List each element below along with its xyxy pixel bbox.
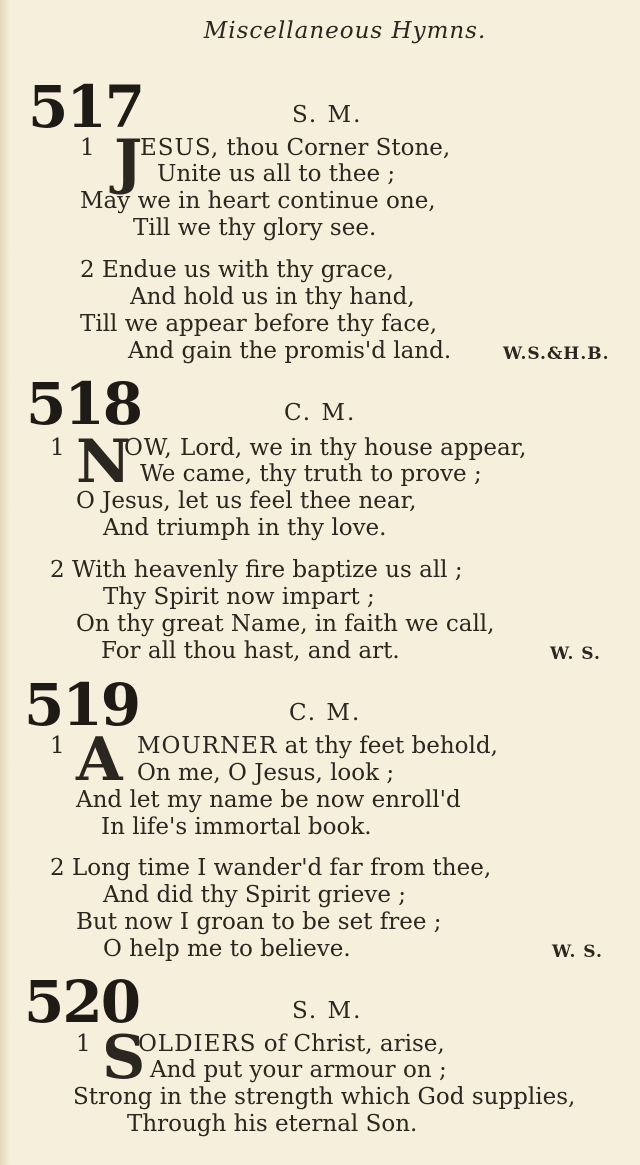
author-attribution: W. S. [552,942,603,962]
verse-first-line [50,559,463,582]
verse-line: May we in heart continue one, [80,188,436,214]
hymn-number: 519 [24,671,140,739]
verse-line: Unite us all to thee ; [157,161,396,187]
verse-number: 2 [50,855,65,881]
verse-line: In life's immortal book. [101,814,372,840]
verse-line: For all thou hast, and art. [101,638,400,664]
verse-line: And hold us in thy hand, [130,284,415,310]
first-line-rest: Lord, we in thy house appear, [172,435,527,461]
verse-line: Long time I wander'd far from thee, [71,855,492,881]
verse-number: 1 [50,435,65,461]
verse-number: 2 [50,557,65,583]
verse-line: We came, thy truth to prove ; [140,461,482,487]
verse-line: And let my name be now enroll'd [76,787,461,813]
verse-line: On thy great Name, in faith we call, [76,611,495,637]
drop-cap: S [102,1023,146,1093]
author-attribution: W. S. [550,644,601,664]
page-gutter [0,0,10,1165]
verse-line: Thy Spirit now impart ; [103,584,375,610]
first-line-rest: at thy feet behold, [277,733,498,759]
verse-line: With heavenly fire baptize us all ; [71,557,463,583]
first-word-caps: OLDIERS [137,1031,257,1057]
verse-line: Through his eternal Son. [127,1111,418,1137]
hymn-meter: S. M. [292,998,363,1024]
hymn-number: 520 [24,968,140,1036]
hymn-number: 518 [26,370,142,438]
drop-cap: J [114,127,143,197]
first-word-caps: MOURNER [136,733,278,759]
verse-line: Strong in the strength which God supplies, [73,1084,576,1110]
hymn-meter: S. M. [292,102,363,128]
first-word-caps: ESUS, [139,135,220,161]
verse-line: Endue us with thy grace, [101,257,394,283]
verse-line: But now I groan to be set free ; [76,909,442,935]
hymn-meter: C. M. [289,700,362,726]
first-word-caps: OW, [123,435,173,461]
verse-line: And gain the promis'd land. [128,338,452,364]
running-head: Miscellaneous Hymns. [203,18,487,44]
verse-number: 1 [50,733,65,759]
verse-line: O Jesus, let us feel thee near, [76,488,417,514]
hymn-number: 517 [28,73,144,141]
author-attribution: W.S.&H.B. [503,344,610,364]
hymn-meter: C. M. [284,400,357,426]
verse-number: 2 [80,257,95,283]
verse-line: On me, O Jesus, look ; [137,760,395,786]
verse-line: O help me to believe. [103,936,351,962]
verse-line: Till we thy glory see. [133,215,377,241]
verse-number: 1 [80,135,95,161]
verse-line: And did thy Spirit grieve ; [103,882,407,908]
verse-line: Till we appear before thy face, [80,311,438,337]
drop-cap: A [76,725,123,795]
drop-cap: N [76,427,131,497]
verse-number: 1 [76,1031,91,1057]
verse-line: And put your armour on ; [150,1057,447,1083]
first-line-rest: of Christ, arise, [256,1031,445,1057]
verse-first-line [50,857,491,880]
first-line-rest: thou Corner Stone, [219,135,451,161]
verse-first-line [80,259,394,282]
verse-line: And triumph in thy love. [103,515,387,541]
